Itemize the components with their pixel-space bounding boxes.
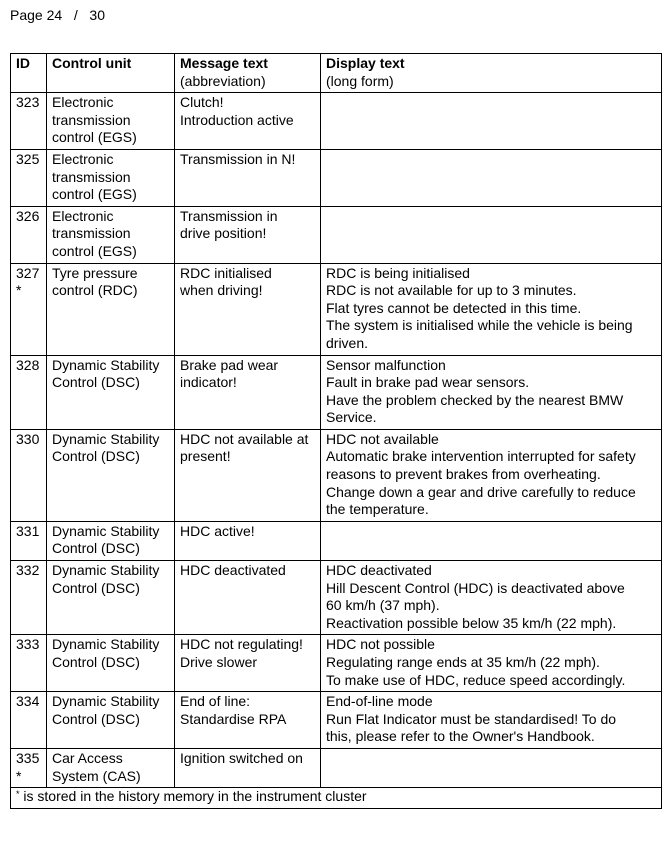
- display-text-line: RDC is being initialised: [326, 264, 470, 281]
- page-label: Page: [10, 7, 43, 23]
- display-text-line: Automatic brake intervention interrupted for safety: [326, 448, 636, 465]
- table-row: [11, 206, 662, 263]
- header-display-text: Display text (long form): [321, 54, 662, 93]
- cell-id: [11, 429, 47, 521]
- row-id: 333: [16, 636, 40, 653]
- control-unit-line: Dynamic Stability: [52, 636, 160, 653]
- cell-control-unit: [47, 355, 175, 429]
- display-text-line: reasons to prevent brakes from overheating.: [326, 466, 601, 483]
- cell-display-text: [321, 635, 662, 692]
- control-unit-line: Car Access: [52, 749, 123, 766]
- message-text-line: Transmission in N!: [180, 150, 296, 167]
- message-text-line: Clutch!: [180, 94, 224, 111]
- footnote-row: [11, 788, 662, 809]
- message-table: [10, 53, 662, 809]
- cell-control-unit: [47, 635, 175, 692]
- display-text-line: Run Flat Indicator must be standardised! To do: [326, 710, 617, 727]
- cell-display-text: [321, 521, 662, 560]
- cell-message-text: [175, 263, 321, 355]
- cell-display-text: [321, 692, 662, 749]
- footnote-mark: *: [16, 789, 20, 800]
- cell-control-unit: [47, 149, 175, 206]
- message-text-line: present!: [180, 448, 231, 465]
- message-text-line: Drive slower: [180, 654, 258, 670]
- cell-control-unit: [47, 748, 175, 787]
- display-text-line: HDC not available: [326, 430, 439, 447]
- row-id: 331: [16, 522, 40, 539]
- cell-id: [11, 748, 47, 787]
- table-row: [11, 93, 662, 150]
- control-unit-line: control (EGS): [52, 242, 137, 259]
- control-unit-line: Control (DSC): [52, 374, 140, 391]
- footnote: [11, 788, 662, 809]
- control-unit-line: Control (DSC): [52, 654, 140, 670]
- cell-control-unit: [47, 93, 175, 150]
- cell-id: [11, 692, 47, 749]
- display-text-line: Have the problem checked by the nearest BMW: [326, 391, 624, 408]
- display-text-line: Regulating range ends at 35 km/h (22 mph).: [326, 654, 600, 670]
- header-message-text: Message text (abbreviation): [175, 54, 321, 93]
- cell-display-text: [321, 748, 662, 787]
- display-text-line: To make use of HDC, reduce speed accordingly.: [326, 671, 626, 688]
- display-text-line: the temperature.: [326, 501, 429, 518]
- control-unit-line: Tyre pressure: [52, 264, 138, 281]
- display-text-line: RDC is not available for up to 3 minutes.: [326, 282, 577, 299]
- control-unit-line: Electronic: [52, 150, 114, 167]
- cell-control-unit: [47, 692, 175, 749]
- row-id: 335: [16, 749, 40, 766]
- history-marker: *: [16, 767, 22, 784]
- display-text-line: HDC not possible: [326, 636, 435, 653]
- row-id: 332: [16, 562, 40, 579]
- message-text-line: Brake pad wear: [180, 356, 279, 373]
- cell-id: [11, 93, 47, 150]
- cell-message-text: [175, 748, 321, 787]
- cell-display-text: [321, 149, 662, 206]
- row-id: 327: [16, 264, 40, 281]
- page-separator: /: [73, 7, 78, 23]
- control-unit-line: control (RDC): [52, 282, 138, 299]
- display-text-line: Flat tyres cannot be detected in this time.: [326, 299, 582, 316]
- cell-control-unit: [47, 429, 175, 521]
- table-row: [11, 149, 662, 206]
- display-text-line: 60 km/h (37 mph).: [326, 597, 440, 614]
- message-text-line: Transmission in: [180, 207, 278, 224]
- cell-message-text: [175, 521, 321, 560]
- cell-control-unit: [47, 263, 175, 355]
- cell-message-text: [175, 692, 321, 749]
- row-id: 330: [16, 430, 40, 447]
- control-unit-line: Electronic: [52, 207, 114, 224]
- message-text-line: Standardise RPA: [180, 710, 287, 727]
- cell-message-text: [175, 635, 321, 692]
- message-text-line: HDC not regulating!: [180, 636, 303, 653]
- message-text-line: HDC active!: [180, 522, 255, 539]
- control-unit-line: Electronic: [52, 94, 114, 111]
- control-unit-line: Control (DSC): [52, 579, 140, 596]
- cell-message-text: [175, 561, 321, 635]
- row-id: 326: [16, 207, 40, 224]
- header-id: ID: [11, 54, 47, 93]
- display-text-line: driven.: [326, 334, 369, 351]
- cell-id: [11, 635, 47, 692]
- control-unit-line: Control (DSC): [52, 710, 140, 727]
- row-id: 323: [16, 94, 40, 111]
- cell-id: [11, 521, 47, 560]
- cell-display-text: [321, 561, 662, 635]
- control-unit-line: Dynamic Stability: [52, 430, 160, 447]
- message-text-line: indicator!: [180, 374, 237, 391]
- cell-display-text: [321, 429, 662, 521]
- cell-display-text: [321, 206, 662, 263]
- cell-display-text: [321, 93, 662, 150]
- cell-message-text: [175, 355, 321, 429]
- control-unit-line: control (EGS): [52, 186, 137, 203]
- message-text-line: drive position!: [180, 225, 267, 242]
- cell-id: [11, 263, 47, 355]
- cell-display-text: [321, 355, 662, 429]
- table-row: [11, 429, 662, 521]
- cell-message-text: [175, 429, 321, 521]
- table-header-row: [11, 54, 662, 93]
- table-row: [11, 355, 662, 429]
- cell-message-text: [175, 206, 321, 263]
- control-unit-line: Dynamic Stability: [52, 356, 160, 373]
- cell-id: [11, 561, 47, 635]
- display-text-line: this, please refer to the Owner's Handbook.: [326, 728, 595, 745]
- control-unit-line: Control (DSC): [52, 448, 140, 465]
- cell-display-text: [321, 263, 662, 355]
- display-text-line: Reactivation possible below 35 km/h (22 mph).: [326, 614, 617, 631]
- table-row: [11, 748, 662, 787]
- page-current: 24: [46, 7, 63, 23]
- display-text-line: Hill Descent Control (HDC) is deactivated above: [326, 579, 625, 596]
- display-text-line: Service.: [326, 409, 377, 426]
- row-id: 325: [16, 150, 40, 167]
- display-text-line: HDC deactivated: [326, 562, 432, 579]
- table-row: [11, 521, 662, 560]
- display-text-line: Change down a gear and drive carefully to reduce: [326, 483, 636, 500]
- table-row: [11, 263, 662, 355]
- display-text-line: Sensor malfunction: [326, 356, 446, 373]
- display-text-line: End-of-line mode: [326, 693, 433, 710]
- message-text-line: HDC not available at: [180, 430, 309, 447]
- page-header: [10, 6, 105, 24]
- row-id: 334: [16, 693, 40, 710]
- cell-control-unit: [47, 561, 175, 635]
- cell-id: [11, 149, 47, 206]
- table-row: [11, 561, 662, 635]
- control-unit-line: Control (DSC): [52, 540, 140, 557]
- message-text-line: RDC initialised: [180, 264, 272, 281]
- control-unit-line: control (EGS): [52, 129, 137, 146]
- table-body: [11, 93, 662, 788]
- row-id: 328: [16, 356, 40, 373]
- header-control-unit: Control unit: [47, 54, 175, 93]
- message-text-line: End of line:: [180, 693, 251, 710]
- message-text-line: when driving!: [180, 282, 263, 299]
- display-text-line: The system is initialised while the vehicle is being: [326, 317, 633, 334]
- control-unit-line: transmission: [52, 168, 131, 185]
- control-unit-line: System (CAS): [52, 767, 141, 784]
- display-text-line: Fault in brake pad wear sensors.: [326, 374, 530, 391]
- control-unit-line: Dynamic Stability: [52, 693, 160, 710]
- cell-message-text: [175, 149, 321, 206]
- cell-id: [11, 206, 47, 263]
- history-marker: *: [16, 282, 22, 299]
- cell-message-text: [175, 93, 321, 150]
- table-row: [11, 635, 662, 692]
- page-total: 30: [89, 7, 105, 23]
- cell-control-unit: [47, 521, 175, 560]
- cell-id: [11, 355, 47, 429]
- control-unit-line: Dynamic Stability: [52, 562, 160, 579]
- control-unit-line: transmission: [52, 225, 131, 242]
- control-unit-line: Dynamic Stability: [52, 522, 160, 539]
- table-row: [11, 692, 662, 749]
- message-text-line: HDC deactivated: [180, 562, 286, 579]
- footnote-text: is stored in the history memory in the instrument cluster: [19, 788, 367, 805]
- message-text-line: Introduction active: [180, 111, 294, 128]
- control-unit-line: transmission: [52, 111, 131, 128]
- cell-control-unit: [47, 206, 175, 263]
- message-text-line: Ignition switched on: [180, 749, 303, 766]
